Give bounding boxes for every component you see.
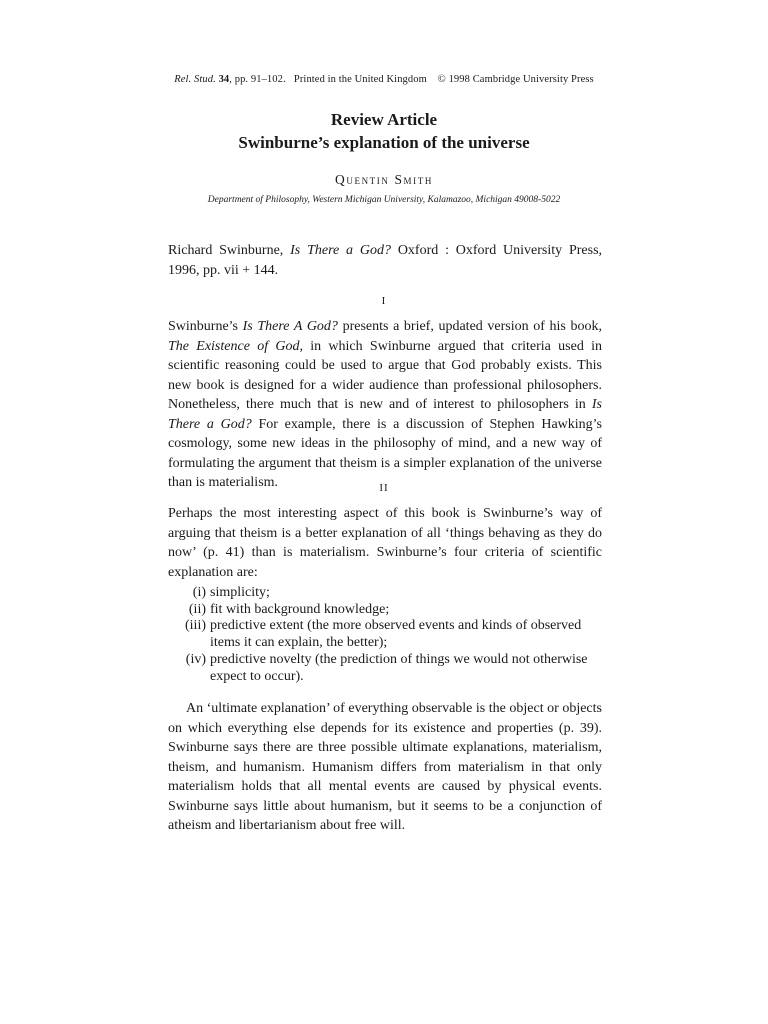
list-item-number: (iii) <box>185 618 206 634</box>
book-publisher: Oxford : Oxford University Press, 1996, pp. vii + 144. <box>168 243 603 278</box>
list-item <box>168 585 608 602</box>
para1-book-title-2: Is There a God? <box>168 397 602 432</box>
section-number-1: I <box>381 295 387 307</box>
para1-text-c: presents a brief, updated version of his book, <box>337 319 602 334</box>
para1-text-e: in which Swinburne argued that criteria used in scientific reasoning could be used to argue that God probably exists. This new book is designed for a wider audience than professional philosophers. Nonetheless, there much that is new and of interest to philosophers in <box>168 338 602 412</box>
list-item-text: predictive extent (the more observed events and kinds of observed items it can explain, the better); <box>210 618 582 651</box>
volume-number: 34 <box>218 74 230 85</box>
paragraph-2-text: Perhaps the most interesting aspect of this book is Swinburne’s way of arguing that theism is a better explanation of all ‘things behaving as they do now’ (p. 41) than is materialism. Swinburne’s four criteria of scientific explanation are: <box>168 506 602 580</box>
reviewed-book-citation <box>168 241 602 280</box>
article-type-title: Review Article <box>330 110 438 129</box>
journal-abbrev: Rel. Stud. <box>174 74 216 85</box>
paragraph-3 <box>168 699 602 836</box>
list-item <box>168 602 608 619</box>
copyright-note: © 1998 Cambridge University Press <box>437 74 594 85</box>
article-title: Swinburne’s explanation of the universe <box>238 133 530 152</box>
para1-text-g: For example, there is a discussion of Stephen Hawking’s cosmology, some new ideas in the philosophy of mind, and a new way of formulating the argument that theism is a simpler explanation of the universe than is materialism. <box>168 416 602 490</box>
list-item-number: (iv) <box>185 651 206 667</box>
list-item-text: simplicity; <box>210 585 270 600</box>
list-item-text: fit with background knowledge; <box>210 601 390 617</box>
list-item <box>168 618 608 651</box>
book-author: Richard Swinburne, <box>168 243 284 258</box>
list-item-number: (i) <box>192 585 206 600</box>
author-name: Quentin Smith <box>335 172 433 187</box>
printed-note: Printed in the United Kingdom <box>293 74 427 85</box>
book-title: Is There a God? <box>290 243 391 258</box>
para1-book-title: Is There A God? <box>242 319 338 334</box>
list-item <box>168 652 608 685</box>
section-number-2: II <box>379 482 389 494</box>
author-affiliation: Department of Philosophy, Western Michigan University, Kalamazoo, Michigan 49008-5022 <box>207 195 561 205</box>
page-range: , pp. 91–102. <box>229 74 286 85</box>
paragraph-1 <box>168 317 602 493</box>
paragraph-2 <box>168 504 602 582</box>
list-item-number: (ii) <box>188 601 206 617</box>
running-header <box>0 74 768 85</box>
paragraph-3-text: An ‘ultimate explanation’ of everything observable is the object or objects on which everything else depends for its existence and properties (p. 39). Swinburne says there are three possible ultimate explanations, materialism, theism, and humanism. Humanism differs from materialism in that only materialism holds that all mental events are caused by physical events. Swinburne says little about humanism, but it seems to be a conjunction of atheism and libertarianism about free will. <box>168 701 602 833</box>
para1-earlier-book-title: The Existence of God, <box>168 338 303 354</box>
list-item-text: predictive novelty (the prediction of things we would not otherwise expect to occur). <box>210 651 588 684</box>
criteria-list <box>168 585 608 685</box>
para1-text-a: Swinburne’s <box>168 319 243 334</box>
